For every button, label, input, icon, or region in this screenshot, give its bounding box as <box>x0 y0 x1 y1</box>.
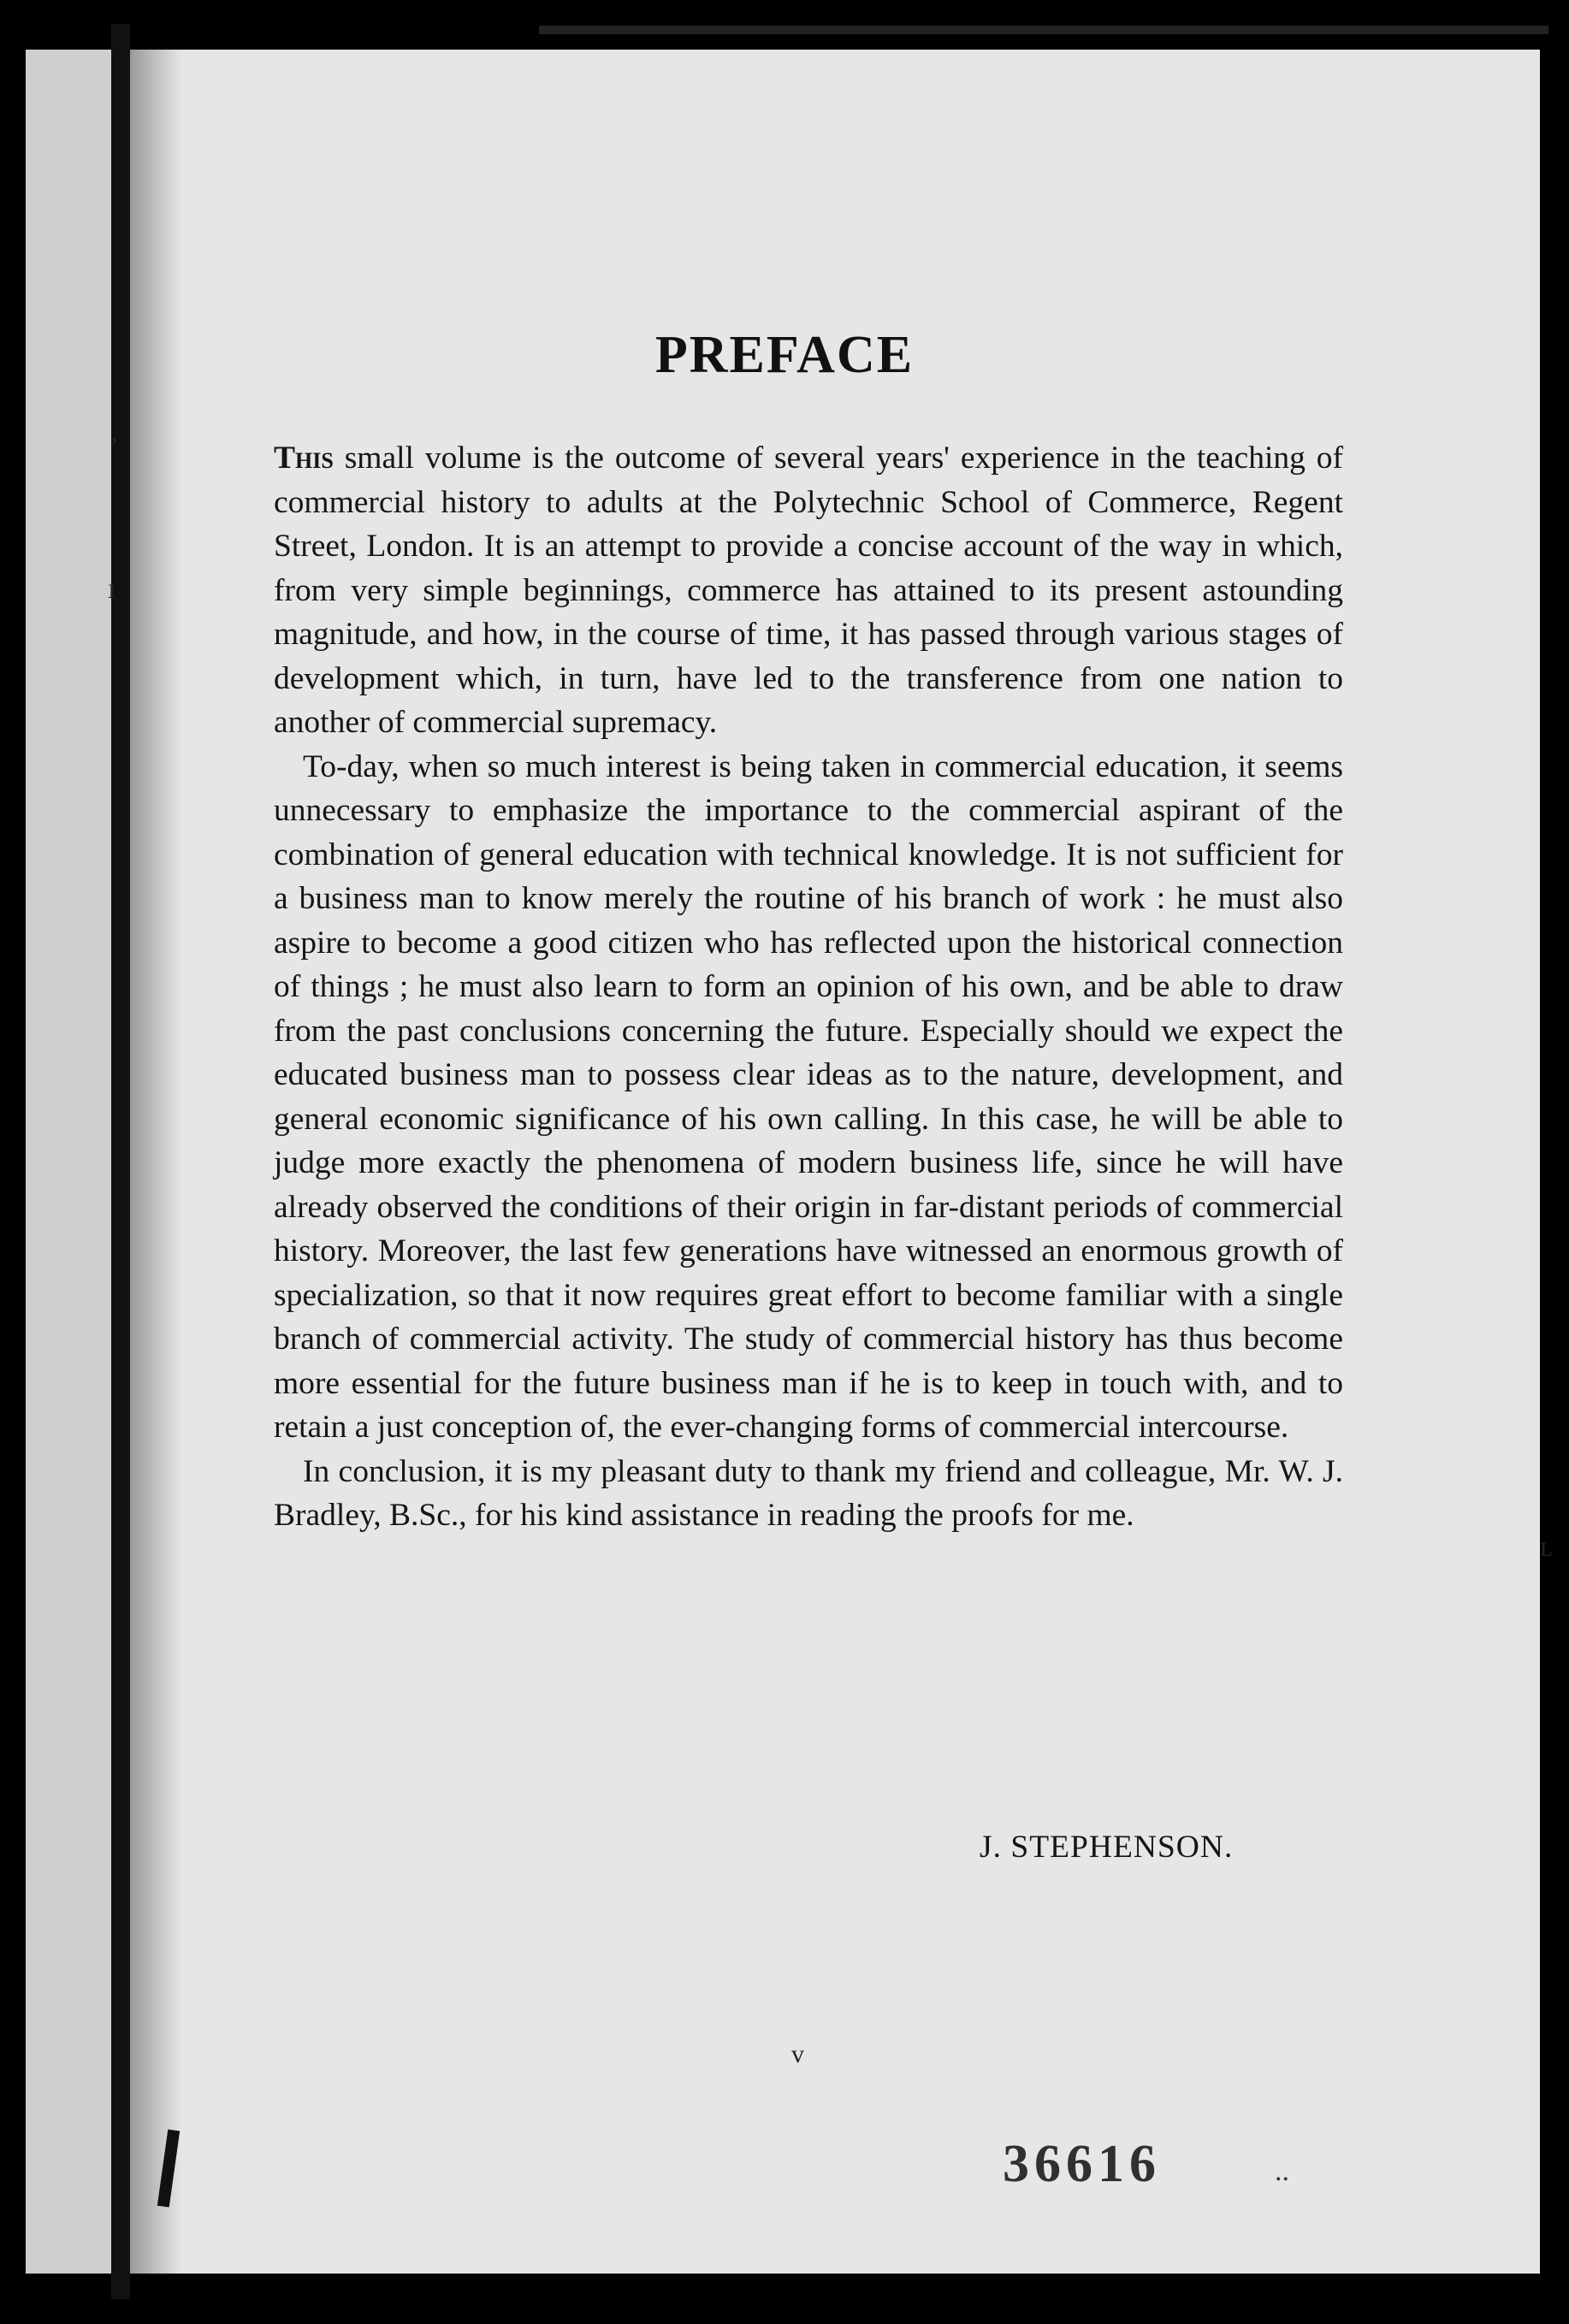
page-number: v <box>791 2040 804 2068</box>
paragraph-text: small volume is the outcome of several years' experience in the teaching of commercial history to adults at the Polytechnic School of Commerce, Regent Street, London. It is an attempt to provide a concise account of the way in which, from very simple beginnings, commerce has attained to its present astounding magnitude, and how, in the course of time, it has passed through various stages of development which, in turn, have led to the transference from one nation to another of commercial supremacy. <box>274 441 1343 740</box>
author-signature: J. STEPHENSON. <box>980 1830 1234 1865</box>
paragraph: In conclusion, it is my pleasant duty to thank my friend and colleague, Mr. W. J. Bradley, B.Sc., for his kind assistance in reading the proofs for me. <box>274 1453 1343 1533</box>
paragraph: To-day, when so much interest is being taken in commercial education, it seems unnecessary to emphasize the importance to the commercial aspirant of the combination of general education with technical knowledge. It is not sufficient for a business man to know merely the routine of his branch of work : he must also aspire to become a good citizen who has reflected upon the historical connection of things ; he must also learn to form an opinion of his own, and be able to draw from the past conclusions concerning the future. Especially should we expect the educated business man to possess clear ideas as to the nature, development, and general economic significance of his own calling. In this case, he will be able to judge more exactly the phenomena of modern business life, since he will have already observed the conditions of their origin in far-distant periods of commercial history. Moreover, the last few generations have witnessed an enormous growth of specialization, so that it now requires great effort to become familiar with a single branch of commercial activity. The study of commercial history has thus become more essential for the future business man if he is to keep in touch with, and to retain a just conception of, the ever-changing forms of commercial intercourse. <box>274 748 1343 1445</box>
margin-mark: ’ <box>110 432 120 464</box>
margin-mark: ı <box>108 573 116 605</box>
lead-word: This <box>274 441 334 476</box>
accession-stamp: 36616 <box>1003 2135 1161 2193</box>
page-top-edge <box>539 26 1548 34</box>
margin-mark: ʟ <box>1540 1531 1553 1563</box>
page-heading: PREFACE <box>654 326 915 384</box>
stamp-trail: .. <box>1275 2155 1289 2187</box>
preface-body <box>274 436 1343 1538</box>
paragraph <box>274 436 1343 745</box>
